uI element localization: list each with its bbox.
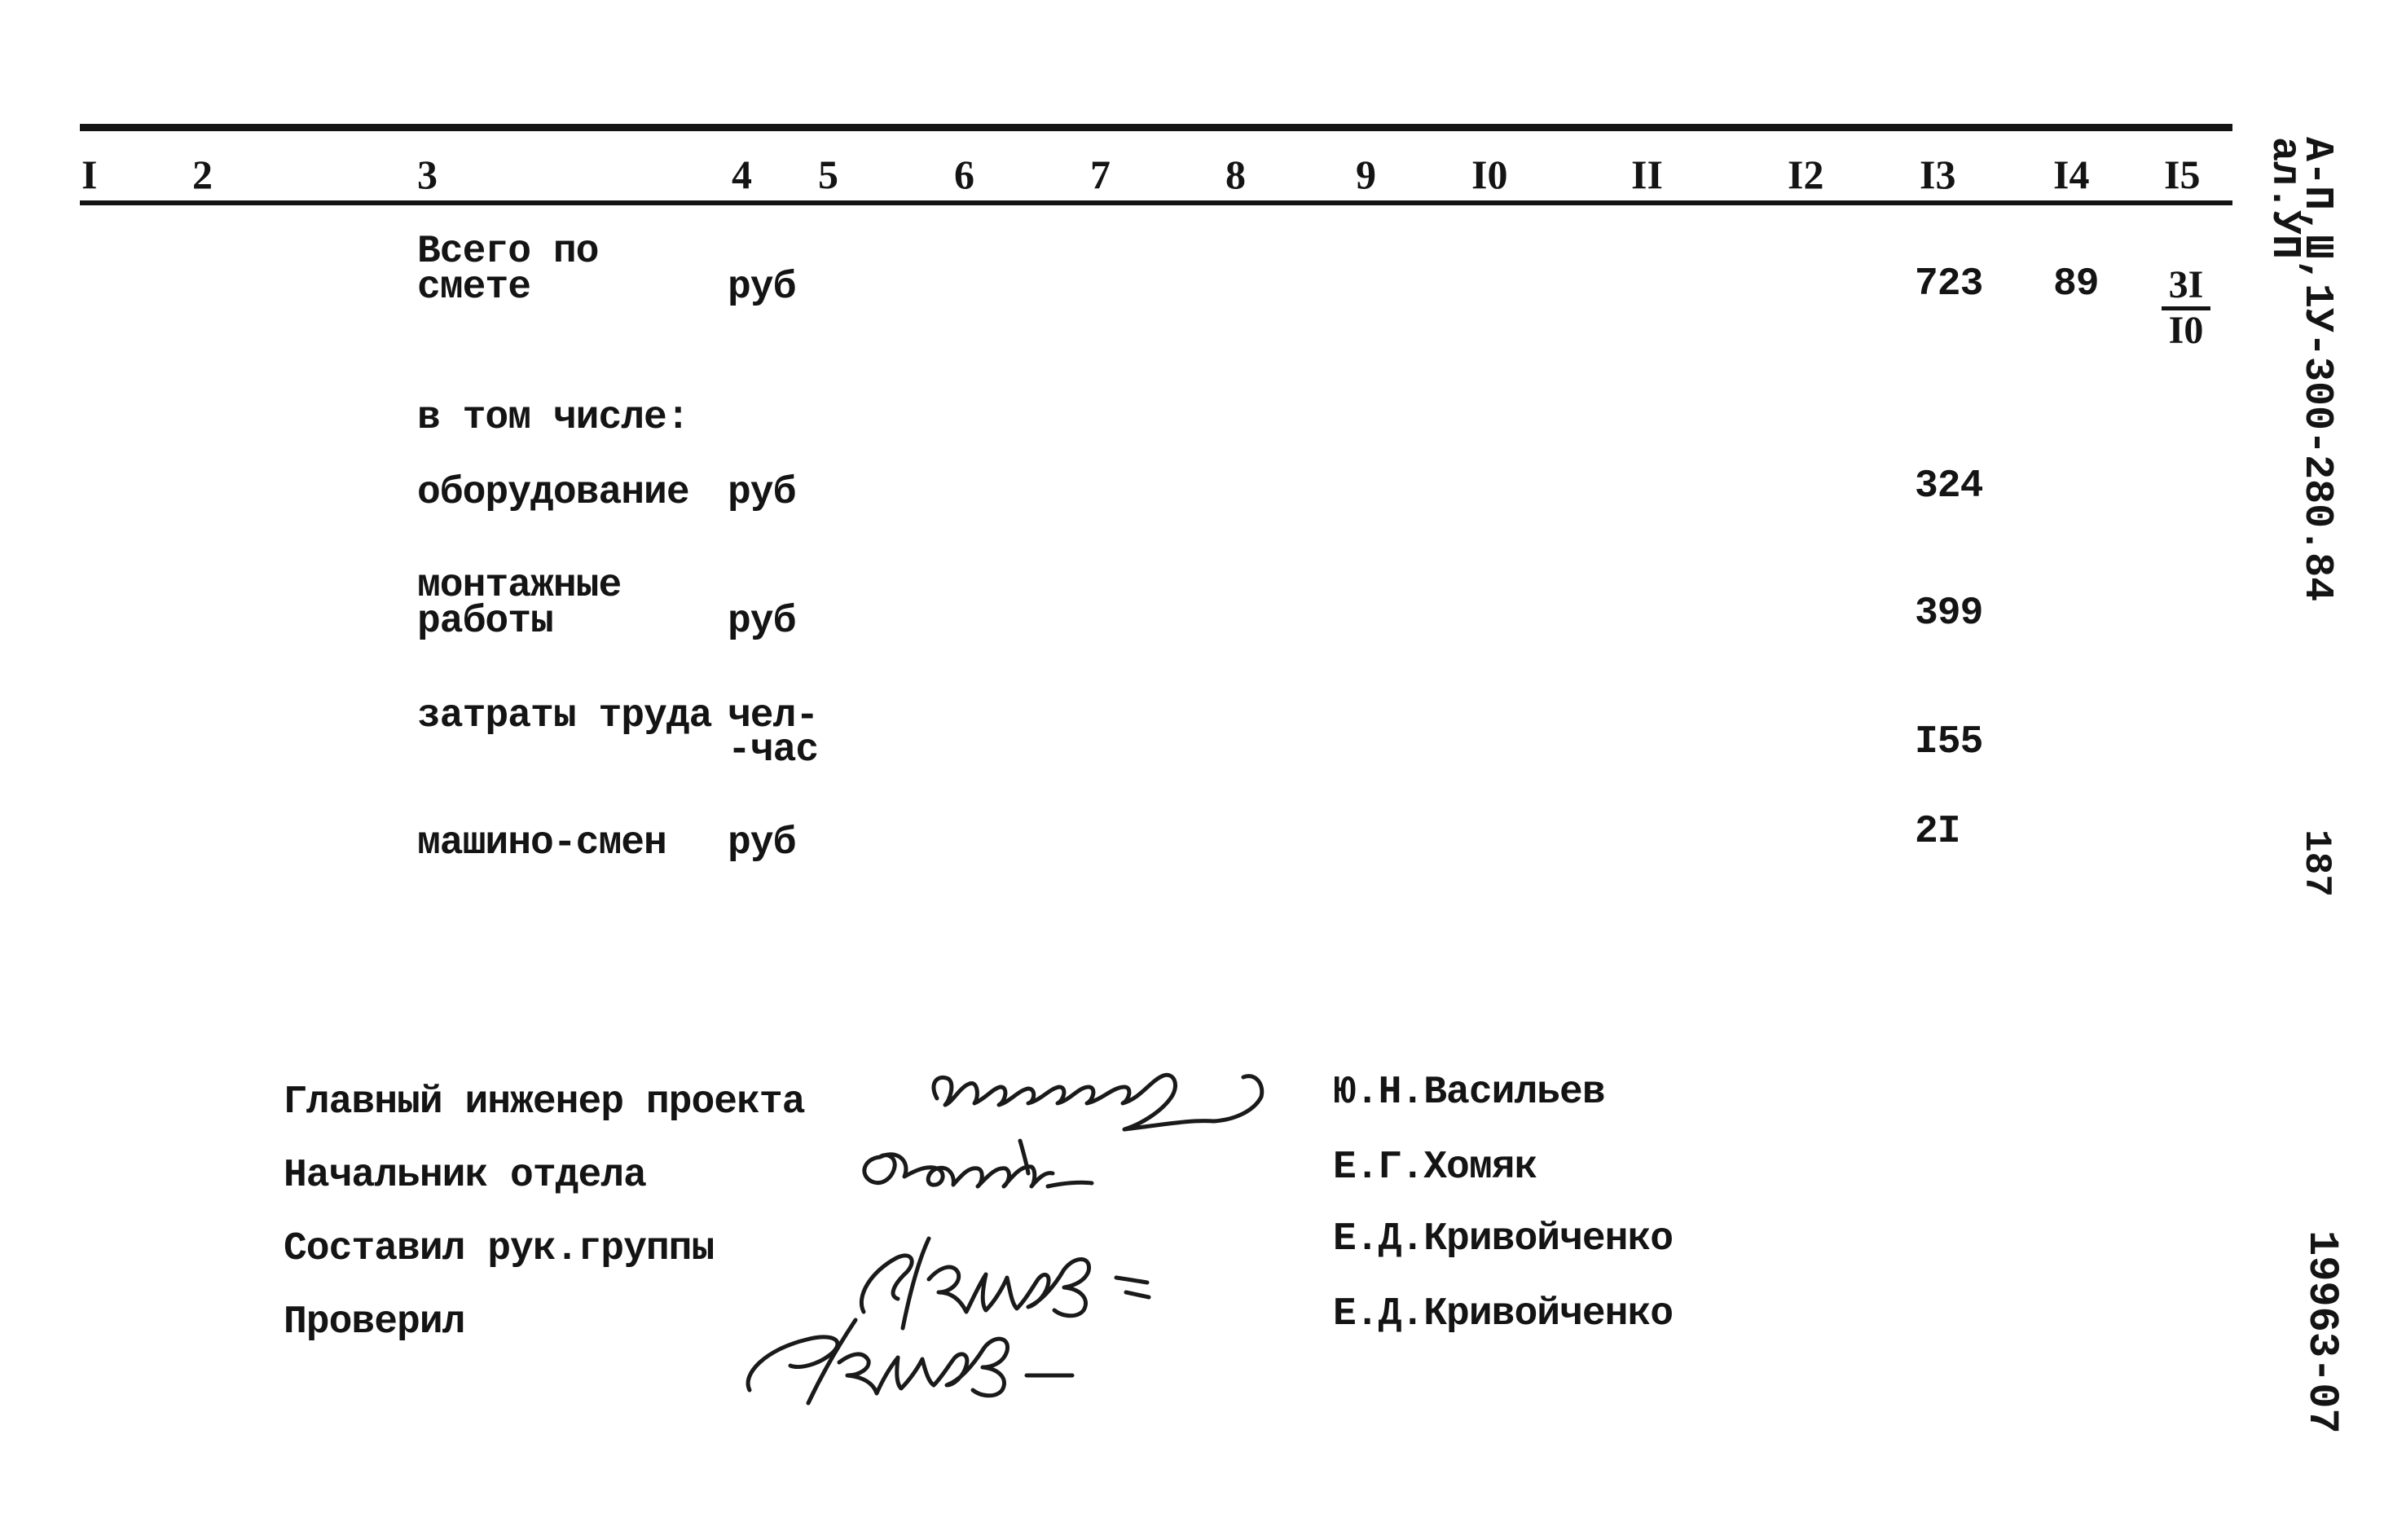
row-labor-label: затраты труда	[417, 694, 712, 738]
row-total-unit: руб	[728, 266, 796, 310]
margin-doc-code-line2: ал.УП	[2261, 137, 2307, 260]
signature-name-krivoichenko-2: Е.Д.Кривойченко	[1333, 1292, 1674, 1336]
signature-name-krivoichenko-1: Е.Д.Кривойченко	[1333, 1217, 1674, 1261]
header-bottom-rule	[80, 200, 2232, 205]
col-header-6: 6	[954, 152, 974, 197]
signature-image-khomyak	[847, 1124, 1157, 1214]
row-machine-shifts-label: машино-смен	[417, 821, 666, 865]
col-header-13: I3	[1920, 152, 1956, 197]
col-header-4: 4	[732, 152, 752, 197]
row-total-col15-denominator: I0	[2168, 309, 2204, 352]
row-total-label-line1: Всего по	[417, 230, 599, 274]
col-header-12: I2	[1788, 152, 1824, 197]
row-installation-label-line2: работы	[417, 600, 553, 644]
col-header-15: I5	[2164, 152, 2201, 197]
row-labor-unit-line1: чел-	[728, 694, 819, 738]
row-equipment-col13: 324	[1915, 464, 1983, 508]
row-including-label: в том числе:	[417, 396, 689, 440]
col-header-8: 8	[1225, 152, 1246, 197]
signature-name-khomyak: Е.Г.Хомяк	[1333, 1146, 1537, 1190]
signature-image-krivoichenko-2	[733, 1287, 1108, 1418]
col-header-2: 2	[192, 152, 213, 197]
margin-page-number: 187	[2295, 829, 2338, 897]
signature-position-dept-head: Начальник отдела	[284, 1154, 646, 1198]
col-header-10: I0	[1471, 152, 1508, 197]
row-total-col13: 723	[1915, 262, 1983, 306]
col-header-11: II	[1631, 152, 1663, 197]
row-labor-col13: I55	[1915, 720, 1983, 764]
row-machine-shifts-unit: руб	[728, 821, 796, 865]
col-header-1: I	[81, 152, 98, 197]
col-header-3: 3	[417, 152, 438, 197]
margin-inventory-number: 19963-07	[2298, 1230, 2346, 1434]
top-rule	[80, 124, 2232, 131]
col-header-9: 9	[1356, 152, 1376, 197]
col-header-5: 5	[818, 152, 838, 197]
col-header-14: I4	[2053, 152, 2090, 197]
signature-position-compiled-by: Составил рук.группы	[284, 1227, 715, 1271]
row-total-col14: 89	[2053, 262, 2099, 306]
row-total-label-line2: смете	[417, 266, 531, 310]
row-equipment-label: оборудование	[417, 471, 689, 515]
row-installation-col13: 399	[1915, 592, 1983, 636]
signature-position-checked-by: Проверил	[284, 1300, 465, 1344]
row-machine-shifts-col13: 2I	[1915, 810, 1960, 854]
margin-doc-code-line1: А-П,Ш,1У-300-280.84	[2294, 137, 2340, 602]
row-total-col15-numerator: 3I	[2162, 266, 2210, 310]
signature-name-vasiliev: Ю.Н.Васильев	[1333, 1071, 1605, 1115]
row-labor-unit-line2: -час	[728, 728, 819, 772]
row-equipment-unit: руб	[728, 471, 796, 515]
col-header-7: 7	[1090, 152, 1111, 197]
row-total-col15-fraction	[2162, 263, 2210, 352]
signature-position-chief-engineer: Главный инженер проекта	[284, 1080, 805, 1124]
row-installation-unit: руб	[728, 600, 796, 644]
row-installation-label-line1: монтажные	[417, 564, 622, 608]
